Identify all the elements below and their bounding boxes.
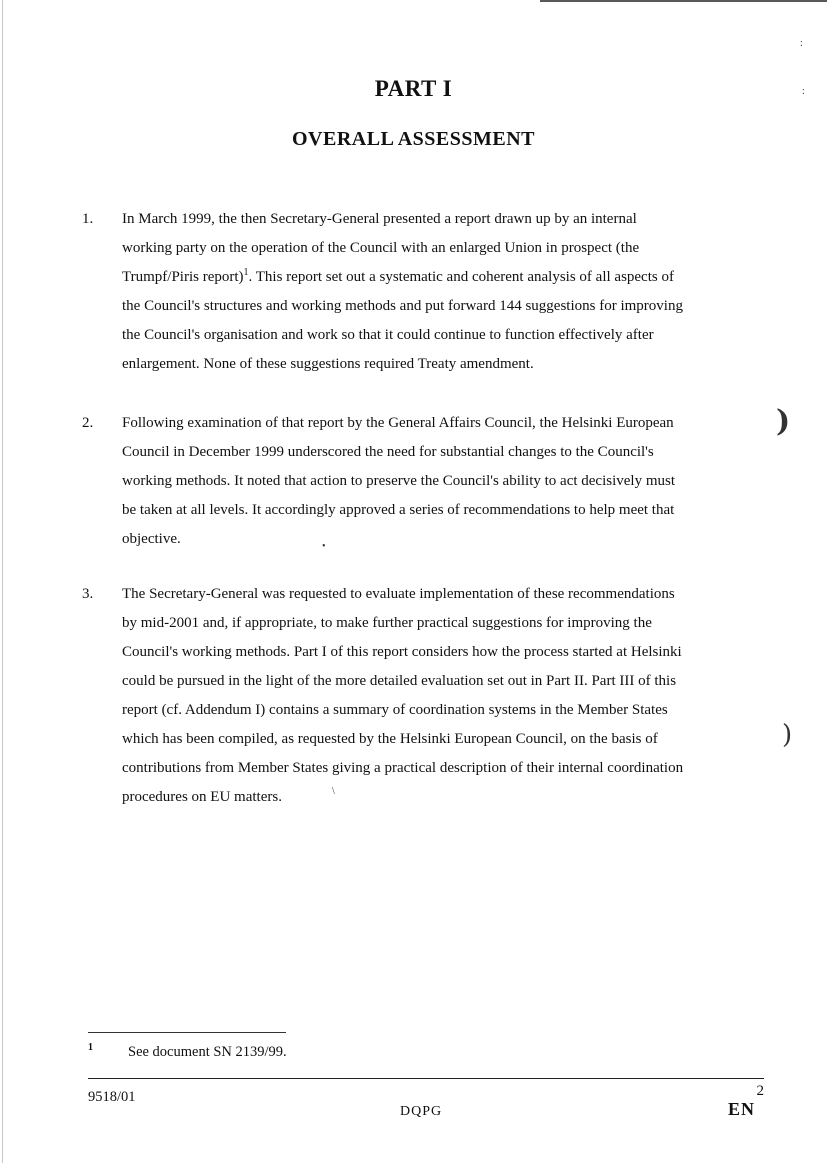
text-line: objective.	[122, 531, 181, 547]
text-line: working methods. It noted that action to preserve the Council's ability to act decisively must	[122, 473, 676, 489]
page-number: 2	[756, 1083, 764, 1099]
footnote-mark: 1	[88, 1042, 93, 1053]
paragraph-text	[122, 580, 762, 812]
department-code: DQPG	[400, 1104, 443, 1119]
text-line: enlargement. None of these suggestions required Treaty amendment.	[122, 356, 534, 372]
scan-speck: :	[800, 38, 803, 49]
scan-speck: \	[332, 786, 335, 797]
paragraph-number: 1.	[82, 211, 94, 227]
text-line: Council in December 1999 underscored the need for substantial changes to the Council's	[122, 444, 654, 460]
text-line: In March 1999, the then Secretary-General presented a report drawn up by an internal	[122, 211, 637, 227]
part-heading: PART I	[374, 76, 453, 101]
text-line: Council's working methods. Part I of this report considers how the process started at Helsinki	[122, 644, 682, 660]
scan-edge-artifact	[540, 0, 827, 2]
paragraph-text	[122, 205, 762, 379]
text-line: Following examination of that report by the General Affairs Council, the Helsinki European	[122, 415, 674, 431]
scan-edge-artifact	[2, 0, 3, 1163]
text-line: which has been compiled, as requested by the Helsinki European Council, on the basis of	[122, 731, 658, 747]
footnote-separator	[88, 1032, 286, 1033]
scan-speck: :	[802, 86, 805, 97]
text-segment: . This report set out a systematic and coherent analysis of all aspects of	[248, 269, 674, 285]
language-code: EN	[728, 1099, 756, 1119]
paragraph-text	[122, 409, 762, 554]
document-reference: 9518/01	[88, 1089, 136, 1105]
footnote-reference[interactable]: 1	[243, 267, 249, 278]
text-line: could be pursued in the light of the more detailed evaluation set out in Part II. Part III of this	[122, 673, 677, 689]
text-line	[122, 263, 762, 292]
footer-separator	[88, 1078, 764, 1079]
text-line: by mid-2001 and, if appropriate, to make further practical suggestions for improving the	[122, 615, 652, 631]
paragraph-number: 2.	[82, 415, 94, 431]
binder-hole-mark: )	[782, 720, 793, 750]
text-line: be taken at all levels. It accordingly approved a series of recommendations to help meet that	[122, 502, 675, 518]
text-line: working party on the operation of the Council with an enlarged Union in prospect (the	[122, 240, 640, 256]
footnote-text: See document SN 2139/99.	[128, 1044, 287, 1060]
paragraph-number: 3.	[82, 586, 94, 602]
binder-hole-mark: )	[776, 404, 791, 439]
text-line: The Secretary-General was requested to evaluate implementation of these recommendations	[122, 586, 675, 602]
text-line: the Council's structures and working methods and put forward 144 suggestions for improving	[122, 298, 683, 314]
text-line: report (cf. Addendum I) contains a summary of coordination systems in the Member States	[122, 702, 668, 718]
section-heading: OVERALL ASSESSMENT	[292, 128, 535, 150]
text-line: contributions from Member States giving a practical description of their internal coordination	[122, 760, 684, 776]
scan-speck: •	[322, 541, 326, 552]
text-line: procedures on EU matters.	[122, 789, 282, 805]
text-line: the Council's organisation and work so that it could continue to function effectively after	[122, 327, 654, 343]
text-segment: Trumpf/Piris report)	[122, 269, 244, 285]
